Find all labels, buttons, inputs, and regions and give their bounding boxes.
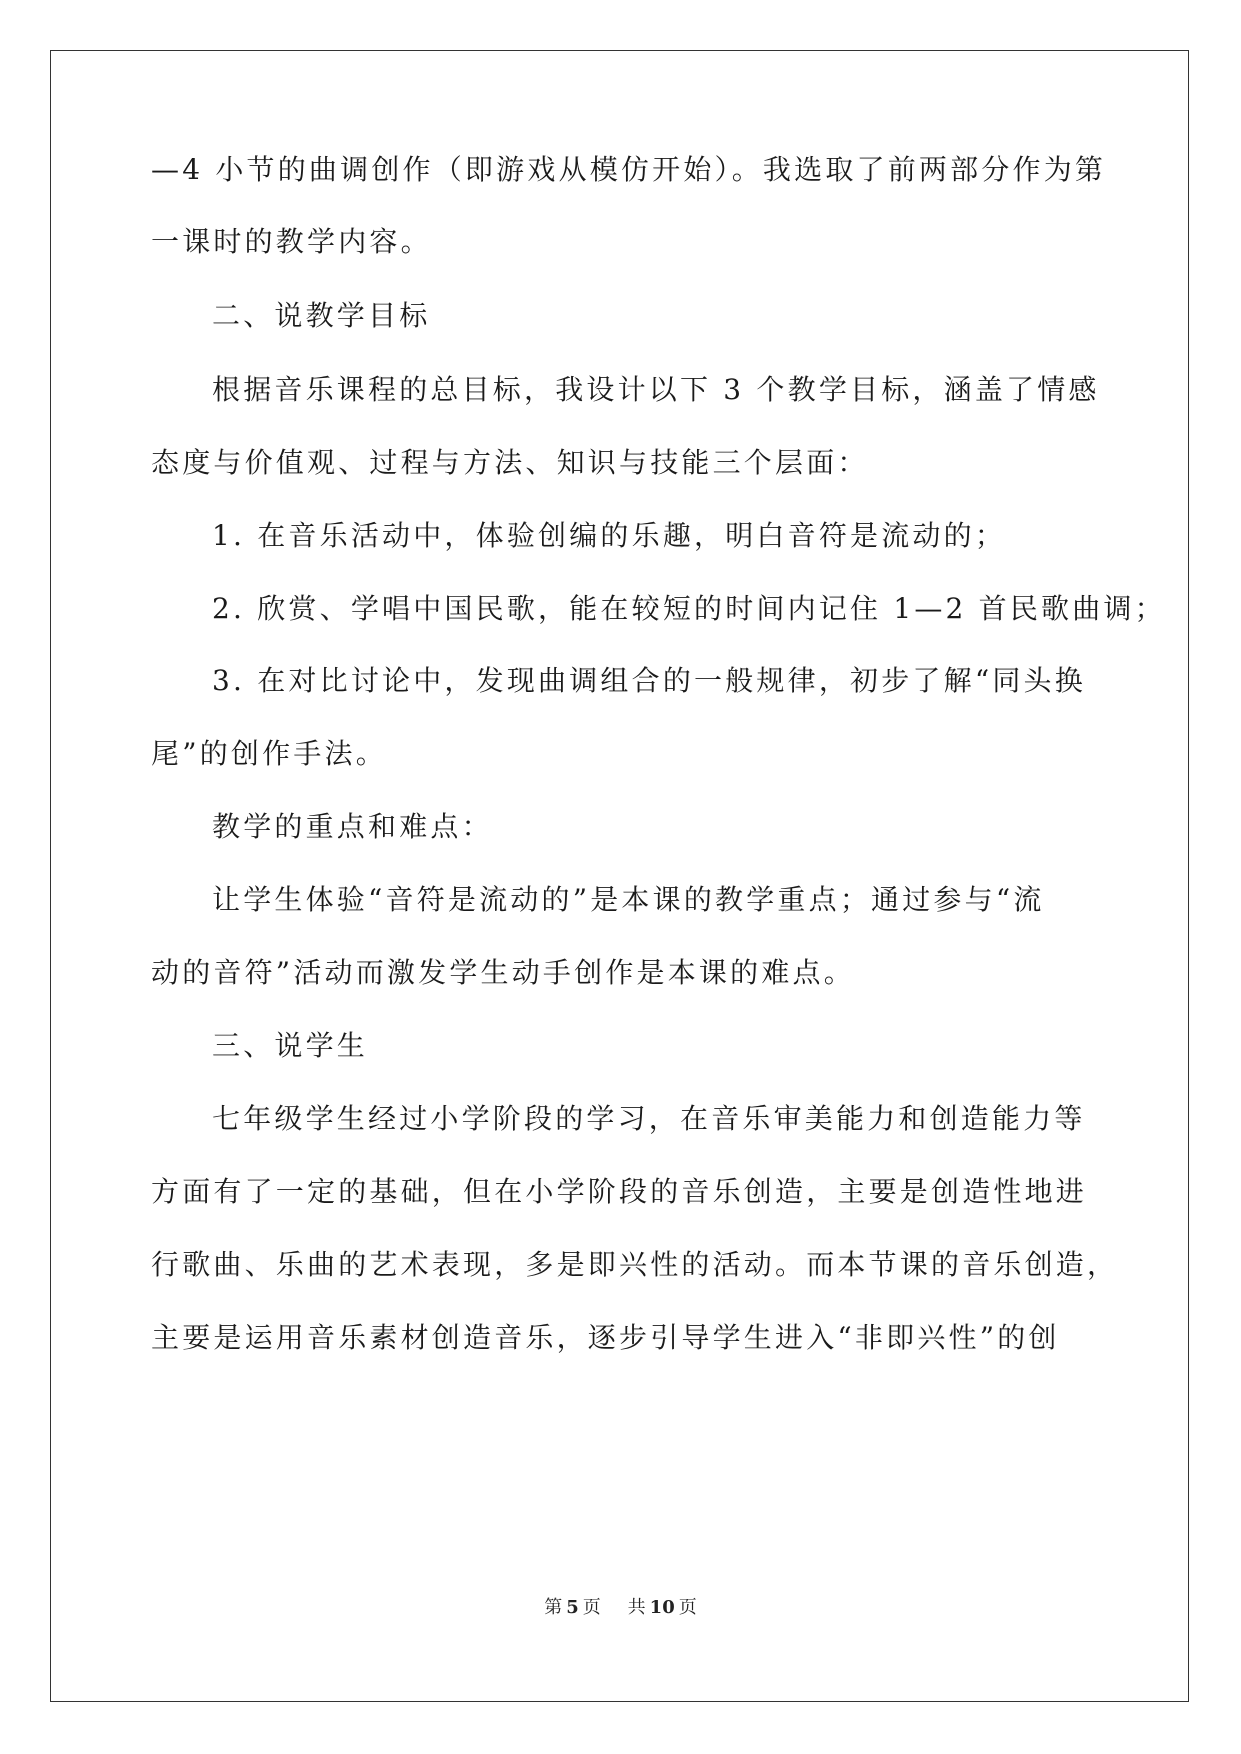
text-line-17: 主要是运用音乐素材创造音乐，逐步引导学生进入“非即兴性”的创 bbox=[151, 1321, 1060, 1354]
text-line-11: 让学生体验“音符是流动的”是本课的教学重点；通过参与“流 bbox=[212, 883, 1045, 916]
goal-item-2: 2. 欣赏、学唱中国民歌，能在较短的时间内记住 1—2 首民歌曲调； bbox=[212, 592, 1166, 625]
text-line-5: 态度与价值观、过程与方法、知识与技能三个层面： bbox=[151, 446, 869, 479]
goal-item-3: 3. 在对比讨论中，发现曲调组合的一般规律，初步了解“同头换 bbox=[212, 664, 1086, 697]
text-line-15: 方面有了一定的基础，但在小学阶段的音乐创造，主要是创造性地进 bbox=[151, 1175, 1088, 1208]
goal-item-1: 1. 在音乐活动中，体验创编的乐趣，明白音符是流动的； bbox=[212, 519, 1007, 552]
section-heading-goals: 二、说教学目标 bbox=[212, 299, 431, 332]
text-line-1: —4 小节的曲调创作（即游戏从模仿开始）。我选取了前两部分作为第 bbox=[151, 153, 1107, 186]
footer-prefix: 第 bbox=[544, 1597, 563, 1618]
text-line-12: 动的音符”活动而激发学生动手创作是本课的难点。 bbox=[151, 956, 855, 989]
footer-total-suffix: 页 bbox=[678, 1597, 697, 1618]
section-heading-students: 三、说学生 bbox=[212, 1029, 369, 1062]
page-number: 5 bbox=[566, 1597, 579, 1618]
page-footer bbox=[0, 1596, 1241, 1620]
total-pages: 10 bbox=[649, 1597, 675, 1618]
text-line-14: 七年级学生经过小学阶段的学习，在音乐审美能力和创造能力等 bbox=[212, 1102, 1086, 1135]
text-line-16: 行歌曲、乐曲的艺术表现，多是即兴性的活动。而本节课的音乐创造， bbox=[151, 1248, 1119, 1281]
text-line-2: 一课时的教学内容。 bbox=[151, 225, 432, 258]
footer-total-prefix: 共 bbox=[627, 1597, 646, 1618]
footer-page-suffix: 页 bbox=[582, 1597, 601, 1618]
text-line-9: 尾”的创作手法。 bbox=[151, 737, 387, 770]
text-line-4: 根据音乐课程的总目标，我设计以下 3 个教学目标，涵盖了情感 bbox=[212, 373, 1100, 406]
section-heading-key-points: 教学的重点和难点： bbox=[212, 810, 493, 843]
